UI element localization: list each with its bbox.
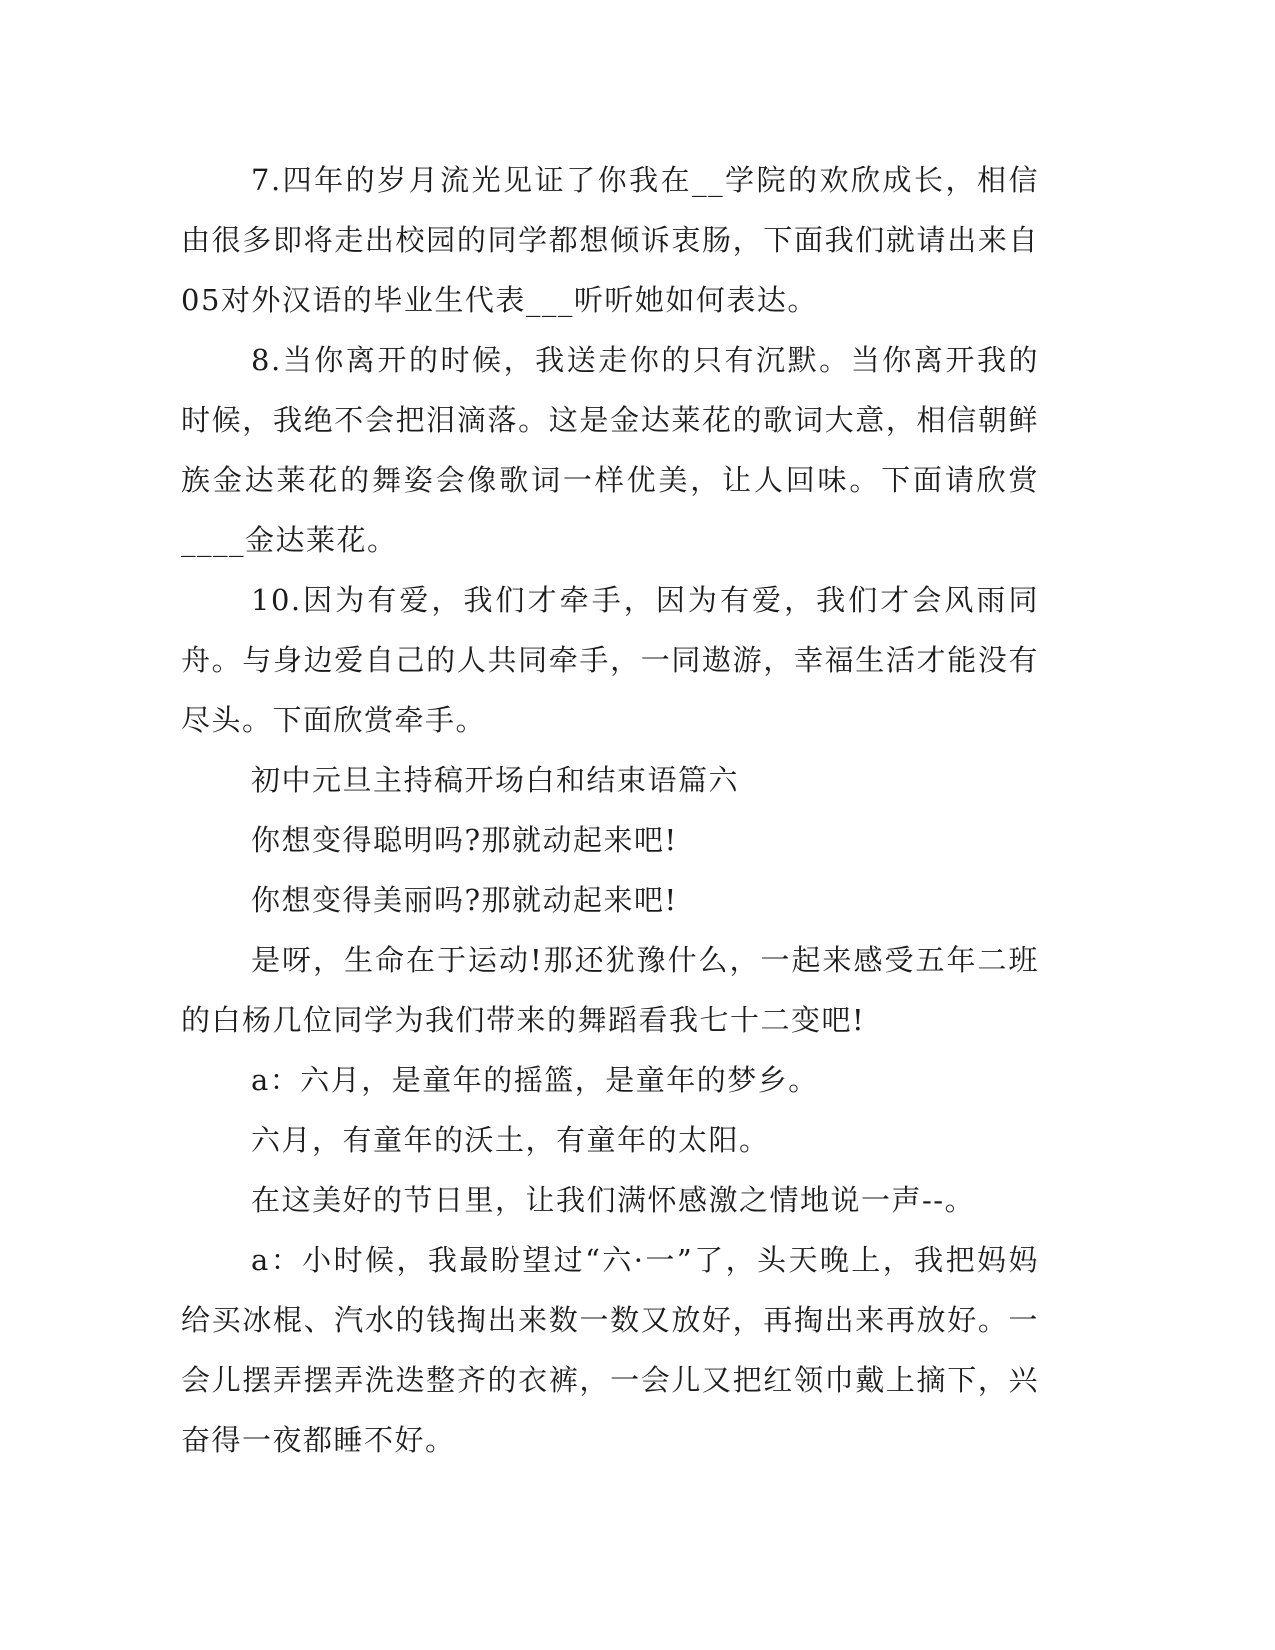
paragraph-smart: 你想变得聪明吗?那就动起来吧! xyxy=(251,823,678,857)
paragraph-festival: 在这美好的节日里，让我们满怀感激之情地说一声--。 xyxy=(251,1183,976,1217)
paragraph-childhood: a：小时候，我最盼望过“六·一”了，头天晚上，我把妈妈给买冰棍、汽水的钱掏出来数一数又放好，再掏出来再放好。一会儿摆弄摆弄洗迭整齐的衣裤，一会儿又把红领巾戴上摘下，兴奋得一夜都睡不好。 xyxy=(181,1243,1039,1457)
paragraph-june-a: a：六月，是童年的摇篮，是童年的梦乡。 xyxy=(251,1063,819,1097)
paragraph-exercise: 是呀，生命在于运动!那还犹豫什么，一起来感受五年二班的白杨几位同学为我们带来的舞蹈看我七十二变吧! xyxy=(181,943,1039,1037)
paragraph-7: 7.四年的岁月流光见证了你我在__学院的欢欣成长，相信由很多即将走出校园的同学都想倾诉衷肠，下面我们就请出来自05对外汉语的毕业生代表___听听她如何表达。 xyxy=(181,163,1039,317)
paragraph-beautiful: 你想变得美丽吗?那就动起来吧! xyxy=(251,883,678,917)
section-heading: 初中元旦主持稿开场白和结束语篇六 xyxy=(251,763,740,797)
paragraph-10: 10.因为有爱，我们才牵手，因为有爱，我们才会风雨同舟。与身边爱自己的人共同牵手，一同遨游，幸福生活才能没有尽头。下面欣赏牵手。 xyxy=(181,583,1039,737)
paragraph-8: 8.当你离开的时候，我送走你的只有沉默。当你离开我的时候，我绝不会把泪滴落。这是金达莱花的歌词大意，相信朝鲜族金达莱花的舞姿会像歌词一样优美，让人回味。下面请欣赏____金达莱花。 xyxy=(181,343,1039,557)
paragraph-june: 六月，有童年的沃土，有童年的太阳。 xyxy=(251,1123,770,1157)
document-body xyxy=(181,150,1039,1470)
